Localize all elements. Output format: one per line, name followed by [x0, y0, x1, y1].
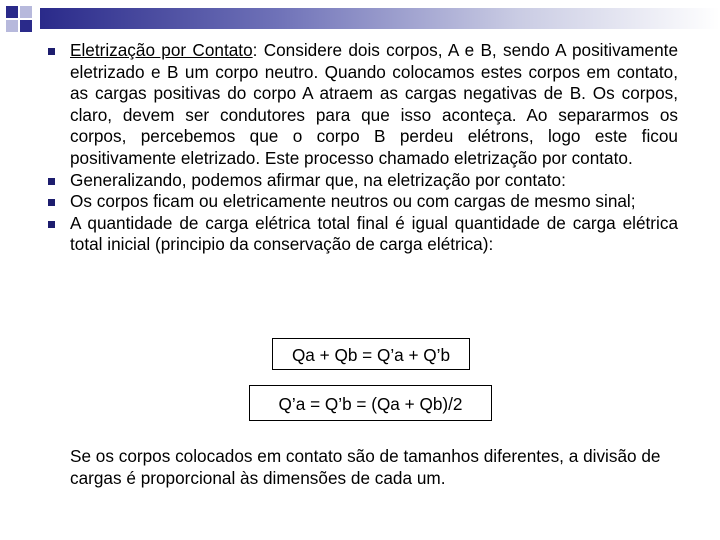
item-text: : Considere dois corpos, A e B, sendo A positivamente eletrizado e B um corpo neutro. Quando colocamos estes corpos em contato, as cargas positivas do corpo A atraem as cargas negativas de B. Os corpos, claro, devem ser condutores para que isso aconteça. Ao separarmos os corpos, percebemos que o corpo B perdeu elétrons, logo este ficou positivamente eletrizado. Este processo chamado eletrização por contato. [70, 40, 678, 168]
equation-box-final-charge: Q’a = Q’b = (Qa + Qb)/2 [249, 385, 492, 421]
equation-box-conservation: Qa + Qb = Q’a + Q’b [272, 338, 470, 370]
note-text: Se os corpos colocados em contato são de tamanhos diferentes, a divisão de cargas é proporcional às dimensões de cada um. [70, 446, 661, 488]
decor-square [6, 20, 18, 32]
slide-content [48, 40, 678, 256]
decor-square [6, 6, 18, 18]
square-bullet-icon [48, 199, 55, 206]
square-bullet-icon [48, 178, 55, 185]
bullet-item [48, 170, 678, 192]
header-decoration [0, 0, 720, 40]
square-bullet-icon [48, 221, 55, 228]
header-gradient-bar [40, 8, 720, 29]
square-bullet-icon [48, 48, 55, 55]
item-text: A quantidade de carga elétrica total final é igual quantidade de carga elétrica total inicial (principio da conservação de carga elétrica): [70, 212, 678, 255]
item-text: Generalizando, podemos afirmar que, na eletrização por contato: [70, 169, 566, 190]
item-text: Os corpos ficam ou eletricamente neutros ou com cargas de mesmo sinal; [70, 191, 636, 212]
bullet-item [48, 191, 678, 213]
bullet-item [48, 40, 678, 170]
decor-square [20, 6, 32, 18]
item-heading: Eletrização por Contato [70, 40, 253, 60]
bullet-item [48, 213, 678, 256]
decor-square [20, 20, 32, 32]
